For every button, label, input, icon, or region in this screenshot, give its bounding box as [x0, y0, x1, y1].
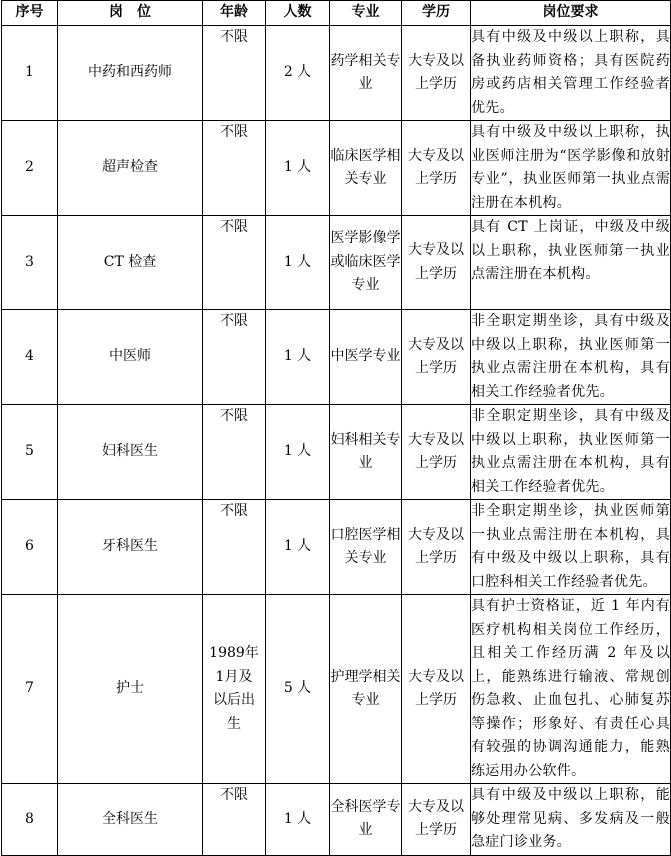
- cell-education: 大专及以上学历: [402, 595, 471, 784]
- cell-education: 大专及以上学历: [402, 216, 471, 310]
- cell-requirements: 具有护士资格证，近 1 年内有医疗机构相关岗位工作经历，且相关工作经历满 2 年及以上，能熟练进行输液、常规创伤急救、止血包扎、心肺复苏等操作；形象好、有责任心具有较强的协调沟通能力，能熟练运用办公软件。: [471, 595, 671, 784]
- cell-no: 2: [2, 121, 58, 216]
- cell-count: 1 人: [266, 310, 330, 405]
- header-count: 人数: [266, 1, 330, 26]
- cell-position: 护士: [58, 595, 203, 784]
- cell-major: 药学相关专业: [330, 26, 402, 121]
- cell-major: 口腔医学相关专业: [330, 500, 402, 595]
- cell-age: 不限: [203, 405, 266, 500]
- cell-age: 不限: [203, 26, 266, 121]
- cell-age: 不限: [203, 784, 266, 856]
- cell-education: 大专及以上学历: [402, 310, 471, 405]
- cell-age: 不限: [203, 310, 266, 405]
- cell-education: 大专及以上学历: [402, 784, 471, 856]
- cell-requirements: 具有中级及中级以上职称，能够处理常见病、多发病及一般急症门诊业务。: [471, 784, 671, 856]
- cell-requirements: 非全职定期坐诊，具有中级及中级以上职称，执业医师第一执业点需注册在本机构，具有相关工作经验者优先。: [471, 310, 671, 405]
- cell-education: 大专及以上学历: [402, 121, 471, 216]
- header-age: 年龄: [203, 1, 266, 26]
- cell-position: 牙科医生: [58, 500, 203, 595]
- recruitment-table: [1, 0, 671, 856]
- table-row: [2, 121, 671, 216]
- cell-no: 6: [2, 500, 58, 595]
- cell-count: 5 人: [266, 595, 330, 784]
- cell-requirements: 具有 CT 上岗证，中级及中级以上职称，执业医师第一执业点需注册在本机构。: [471, 216, 671, 310]
- header-position: 岗 位: [58, 1, 203, 26]
- table-row: [2, 784, 671, 856]
- cell-position: 妇科医生: [58, 405, 203, 500]
- header-major: 专业: [330, 1, 402, 26]
- cell-major: 护理学相关专业: [330, 595, 402, 784]
- cell-education: 大专及以上学历: [402, 405, 471, 500]
- cell-requirements: 非全职定期坐诊，具有中级及中级以上职称，执业医师第一执业点需注册在本机构，具有相关工作经验者优先。: [471, 405, 671, 500]
- cell-major: 临床医学相关专业: [330, 121, 402, 216]
- cell-age: 不限: [203, 216, 266, 310]
- table-row: [2, 216, 671, 310]
- cell-no: 3: [2, 216, 58, 310]
- table-row: [2, 405, 671, 500]
- cell-count: 1 人: [266, 784, 330, 856]
- cell-education: 大专及以上学历: [402, 26, 471, 121]
- cell-requirements: 具有中级及中级以上职称，具备执业药师资格；具有医院药房或药店相关管理工作经验者优先。: [471, 26, 671, 121]
- cell-major: 妇科相关专业: [330, 405, 402, 500]
- cell-position: CT 检查: [58, 216, 203, 310]
- header-education: 学历: [402, 1, 471, 26]
- cell-count: 2 人: [266, 26, 330, 121]
- cell-age: 不限: [203, 121, 266, 216]
- cell-count: 1 人: [266, 405, 330, 500]
- cell-age: 不限: [203, 500, 266, 595]
- cell-no: 1: [2, 26, 58, 121]
- cell-position: 全科医生: [58, 784, 203, 856]
- cell-no: 5: [2, 405, 58, 500]
- cell-count: 1 人: [266, 121, 330, 216]
- cell-no: 4: [2, 310, 58, 405]
- cell-no: 8: [2, 784, 58, 856]
- cell-major: 中医学专业: [330, 310, 402, 405]
- cell-count: 1 人: [266, 216, 330, 310]
- cell-requirements: 具有中级及中级以上职称，执业医师注册为“医学影像和放射专业”，执业医师第一执业点需注册在本机构。: [471, 121, 671, 216]
- cell-position: 中药和西药师: [58, 26, 203, 121]
- table-row: [2, 26, 671, 121]
- cell-count: 1 人: [266, 500, 330, 595]
- cell-position: 超声检查: [58, 121, 203, 216]
- header-no: 序号: [2, 1, 58, 26]
- cell-requirements: 非全职定期坐诊，执业医师第一执业点需注册在本机构，具有中级及中级以上职称，具有口腔科相关工作经验者优先。: [471, 500, 671, 595]
- cell-position: 中医师: [58, 310, 203, 405]
- cell-age: 1989年1月及以后出生: [203, 595, 266, 784]
- cell-education: 大专及以上学历: [402, 500, 471, 595]
- table-row: [2, 595, 671, 784]
- cell-major: 医学影像学或临床医学专业: [330, 216, 402, 310]
- header-row: [2, 1, 671, 26]
- table-row: [2, 310, 671, 405]
- cell-no: 7: [2, 595, 58, 784]
- table-row: [2, 500, 671, 595]
- header-requirements: 岗位要求: [471, 1, 671, 26]
- cell-major: 全科医学专业: [330, 784, 402, 856]
